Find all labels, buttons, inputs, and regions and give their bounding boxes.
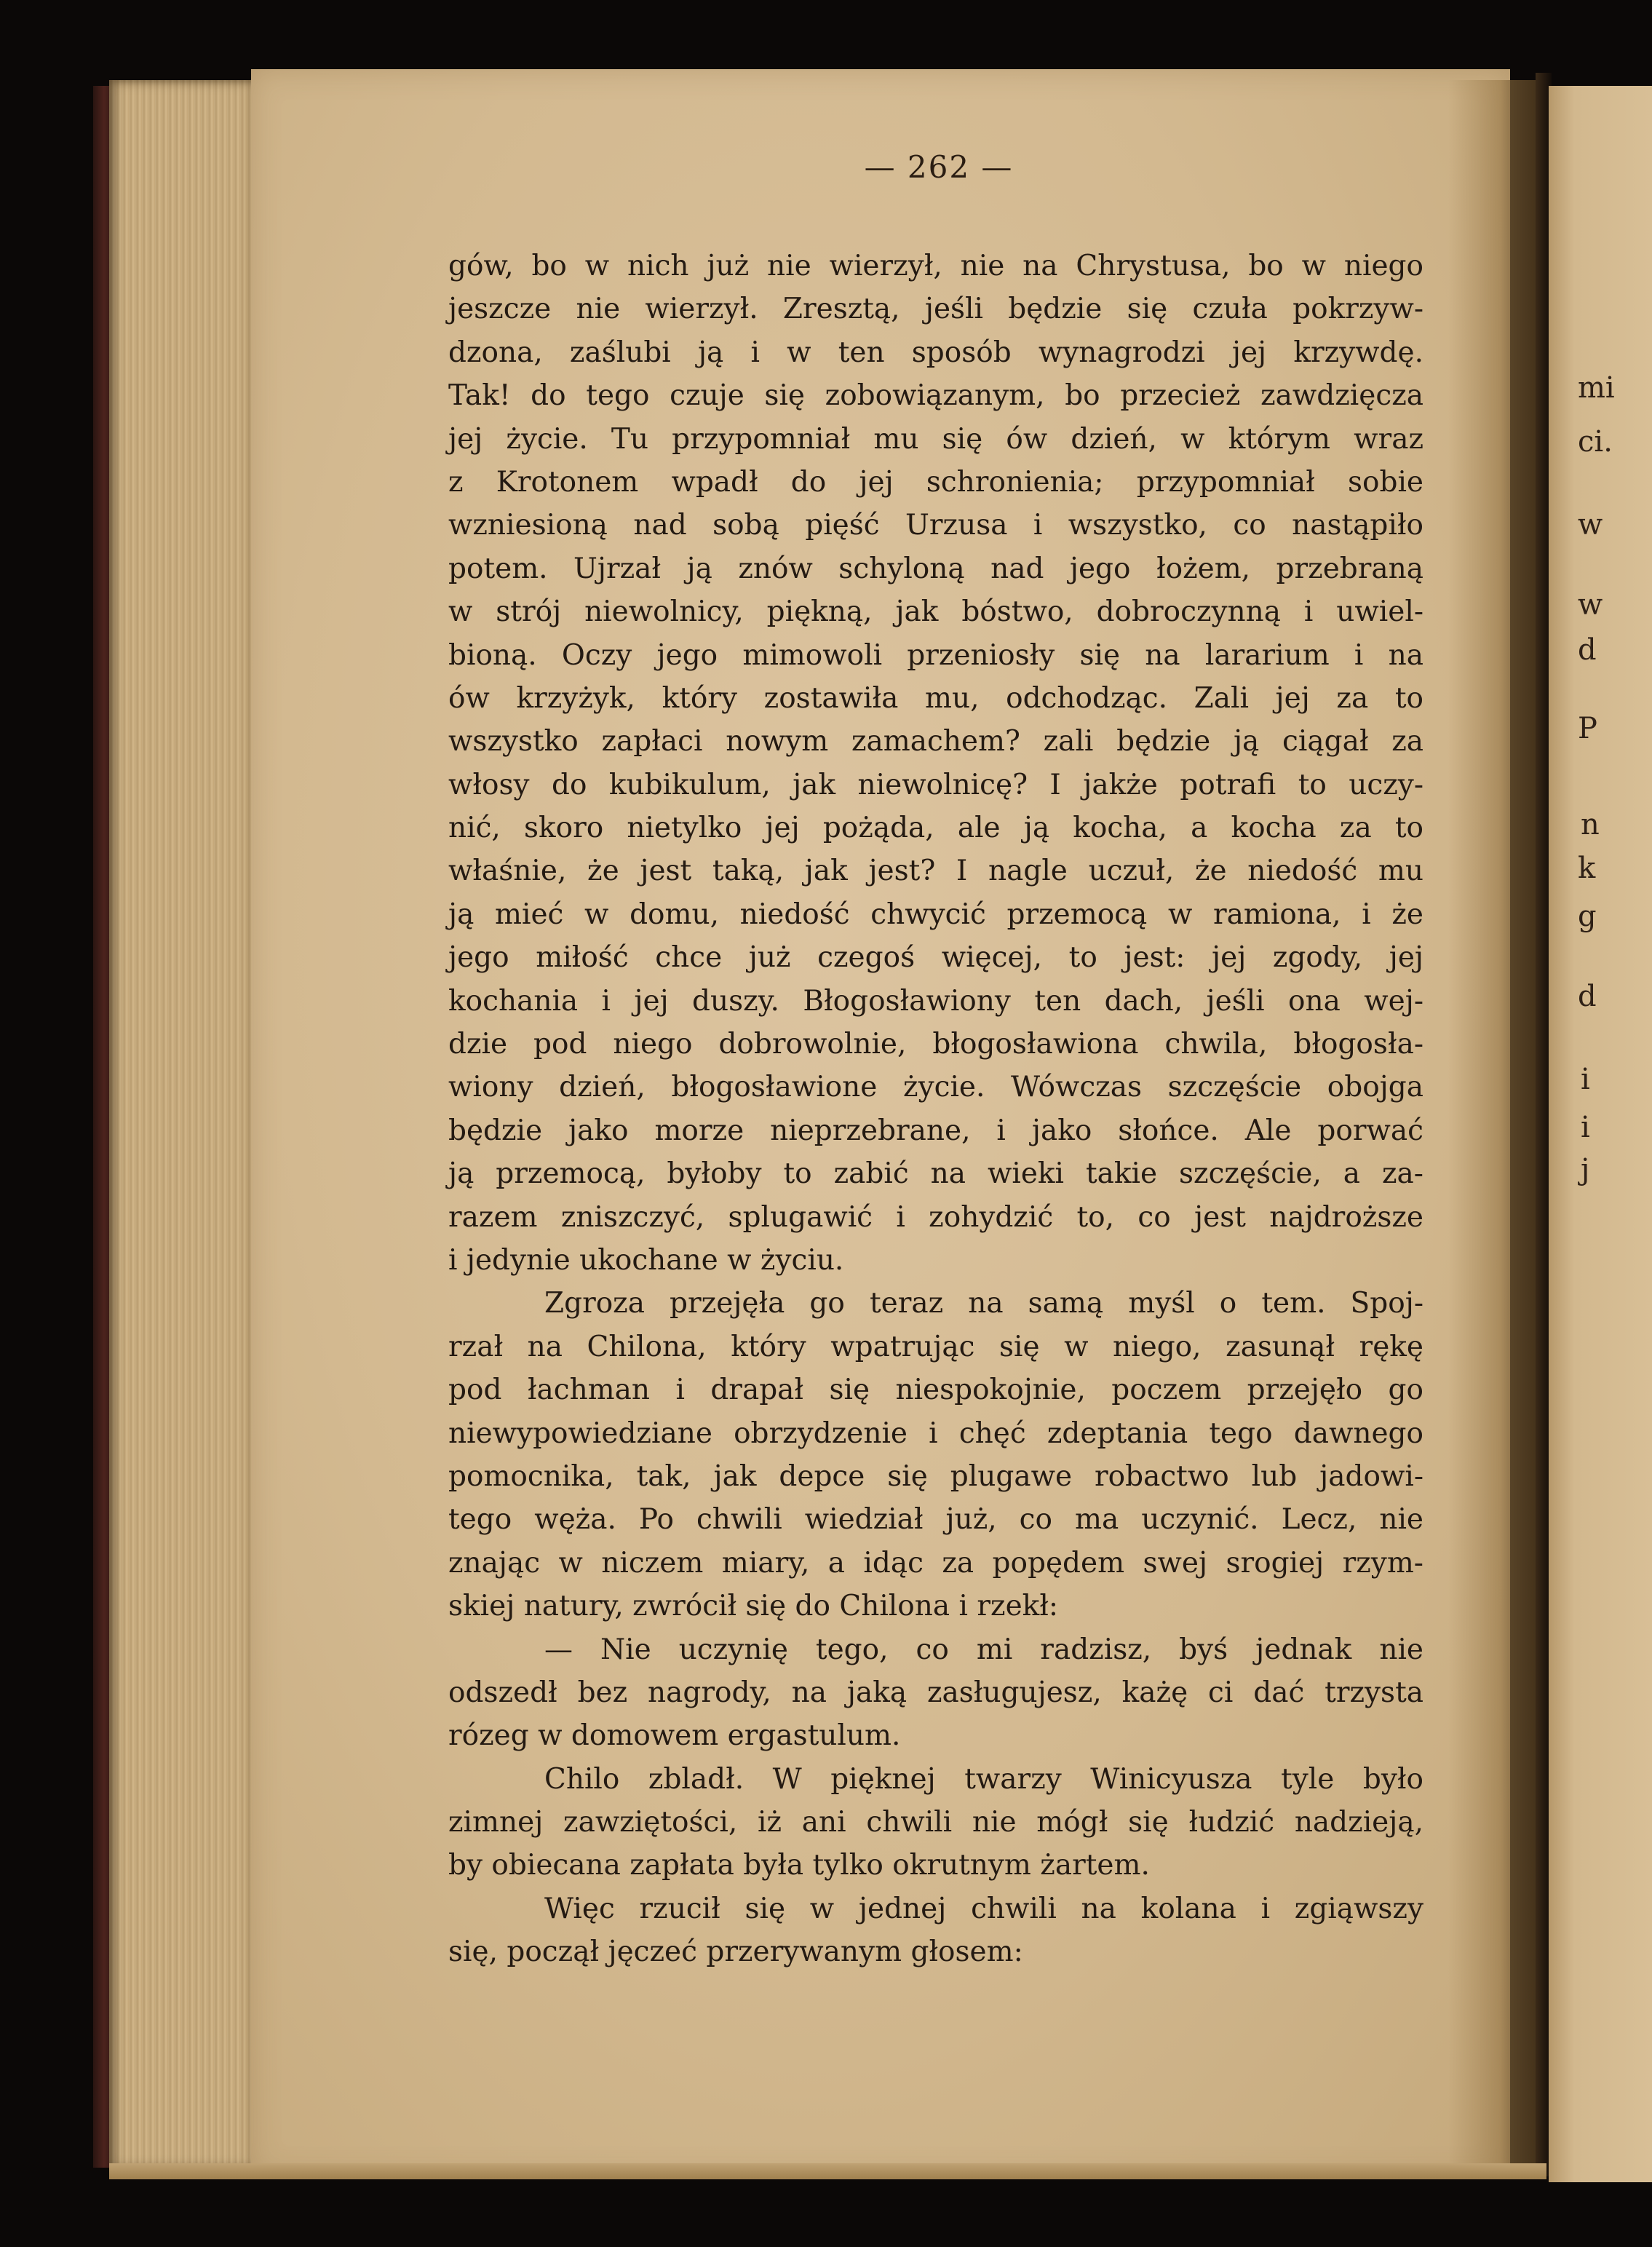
text-line: będzie jako morze nieprzebrane, i jako słońce. Ale porwać xyxy=(448,1114,1423,1147)
facing-page-fragment: mi xyxy=(1578,371,1615,405)
text-line: — Nie uczynię tego, co mi radzisz, byś jednak nie xyxy=(544,1633,1423,1666)
text-line: rzał na Chilona, który wpatrując się w niego, zasunął rękę xyxy=(448,1330,1423,1363)
text-line: ją przemocą, byłoby to zabić na wieki takie szczęście, a za- xyxy=(448,1157,1423,1191)
text-line: się, począł jęczeć przerywanym głosem: xyxy=(448,1935,1023,1969)
facing-page-fragment: i xyxy=(1581,1111,1590,1144)
text-line: wszystko zapłaci nowym zamachem? zali będzie ją ciągał za xyxy=(448,725,1423,758)
page-bottom-edge xyxy=(109,2163,1546,2179)
facing-page-fragment: ci. xyxy=(1578,425,1613,459)
text-line: kochania i jej duszy. Błogosławiony ten dach, jeśli ona wej- xyxy=(448,984,1423,1018)
facing-page-fragment: d xyxy=(1578,633,1597,667)
facing-page-fragment: k xyxy=(1578,852,1596,885)
text-line: bioną. Oczy jego mimowoli przeniosły się na lararium i na xyxy=(448,638,1423,672)
text-line: dzie pod niego dobrowolnie, błogosławiona chwila, błogosła- xyxy=(448,1028,1423,1061)
text-line: ją mieć w domu, niedość chwycić przemocą w ramiona, i że xyxy=(448,897,1423,931)
text-line: by obiecana zapłata była tylko okrutnym żartem. xyxy=(448,1849,1150,1882)
text-line: niewypowiedziane obrzydzenie i chęć zdeptania tego dawnego xyxy=(448,1416,1423,1450)
facing-page-fragment: P xyxy=(1578,712,1597,745)
facing-page-fragment: d xyxy=(1578,980,1597,1013)
text-line: Chilo zbladł. W pięknej twarzy Winicyusza tyle było xyxy=(544,1762,1423,1796)
text-line: z Krotonem wpadł do jej schronienia; przypomniał sobie xyxy=(448,465,1423,499)
text-line: potem. Ujrzał ją znów schyloną nad jego łożem, przebraną xyxy=(448,552,1423,585)
facing-page-fragment: g xyxy=(1578,900,1597,933)
page-body-text xyxy=(448,245,1423,1974)
text-line: Więc rzucił się w jednej chwili na kolana i zgiąwszy xyxy=(544,1892,1423,1925)
facing-page-fragment: w xyxy=(1578,508,1603,542)
text-line: pod łachman i drapał się niespokojnie, poczem przejęło go xyxy=(448,1374,1423,1407)
text-line: jego miłość chce już czegoś więcej, to jest: jej zgody, jej xyxy=(448,941,1423,975)
text-line: dzona, zaślubi ją i w ten sposób wynagrodzi jej krzywdę. xyxy=(448,336,1423,369)
gutter-shadow xyxy=(1448,80,1543,2169)
text-line: i jedynie ukochane w życiu. xyxy=(448,1243,844,1277)
text-line: Zgroza przejęła go teraz na samą myśl o tem. Spoj- xyxy=(544,1287,1423,1320)
facing-page-fragment: j xyxy=(1581,1153,1590,1186)
text-line: razem zniszczyć, splugawić i zohydzić to, co jest najdroższe xyxy=(448,1200,1423,1234)
text-line: wiony dzień, błogosławione życie. Wówczas szczęście obojga xyxy=(448,1071,1423,1104)
text-line: znając w niczem miary, a idąc za popędem swej srogiej rzym- xyxy=(448,1546,1423,1580)
text-line: Tak! do tego czuje się zobowiązanym, bo przecież zawdzięcza xyxy=(448,379,1423,413)
facing-page-fragment: n xyxy=(1581,808,1600,841)
facing-page-fragment: i xyxy=(1581,1063,1590,1096)
page-number: — 262 — xyxy=(864,149,1014,185)
text-line: skiej natury, zwrócił się do Chilona i rzekł: xyxy=(448,1590,1059,1623)
text-line: w strój niewolnicy, piękną, jak bóstwo, dobroczynną i uwiel- xyxy=(448,595,1423,629)
text-line: właśnie, że jest taką, jak jest? I nagle uczuł, że niedość mu xyxy=(448,855,1423,888)
text-line: tego węża. Po chwili wiedział już, co ma uczynić. Lecz, nie xyxy=(448,1503,1423,1537)
text-line: rózeg w domowem ergastulum. xyxy=(448,1719,901,1753)
text-line: gów, bo w nich już nie wierzył, nie na Chrystusa, bo w niego xyxy=(448,250,1423,282)
text-line: wzniesioną nad sobą pięść Urzusa i wszystko, co nastąpiło xyxy=(448,509,1423,542)
text-line: ów krzyżyk, który zostawiła mu, odchodząc. Zali jej za to xyxy=(448,681,1423,715)
text-line: włosy do kubikulum, jak niewolnicę? I jakże potrafi to uczy- xyxy=(448,768,1423,801)
text-line: nić, skoro nietylko jej pożąda, ale ją kocha, a kocha za to xyxy=(448,812,1423,845)
text-line: odszedł bez nagrody, na jaką zasługujesz, każę ci dać trzysta xyxy=(448,1676,1423,1709)
facing-page-fragment: w xyxy=(1578,588,1603,622)
text-line: jej życie. Tu przypomniał mu się ów dzień, w którym wraz xyxy=(448,422,1423,456)
facing-page xyxy=(1549,86,1652,2182)
text-line: jeszcze nie wierzył. Zresztą, jeśli będzie się czuła pokrzyw- xyxy=(448,293,1423,326)
text-line: pomocnika, tak, jak depce się plugawe robactwo lub jadowi- xyxy=(448,1459,1423,1493)
text-line: zimnej zawziętości, iż ani chwili nie mógł się łudzić nadzieją, xyxy=(448,1806,1423,1839)
page-stack-edges xyxy=(109,80,262,2169)
